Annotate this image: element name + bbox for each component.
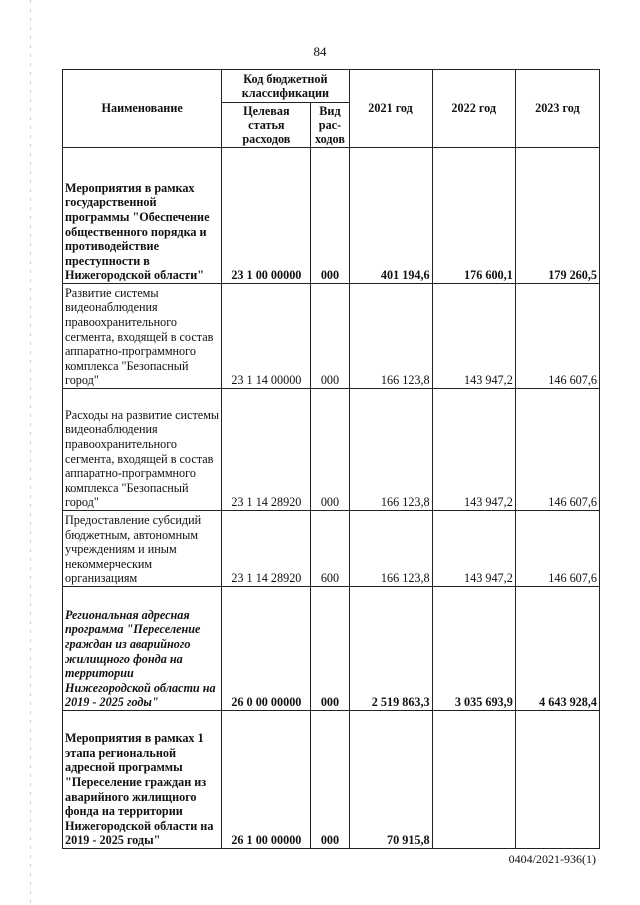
row-value-2021: 166 123,8 [349, 284, 432, 389]
row-value-2023: 146 607,6 [515, 284, 599, 389]
table-row [63, 511, 600, 587]
row-value-2023 [515, 711, 599, 849]
row-target-article: 26 1 00 00000 [222, 711, 311, 849]
row-value-2021: 166 123,8 [349, 511, 432, 587]
row-name: Развитие системы видеонаблюдения правоохранительного сегмента, входящей в состав аппаратно-программного комплекса "Безопасный город" [63, 284, 222, 389]
row-target-article: 23 1 14 28920 [222, 389, 311, 511]
row-expense-type: 000 [311, 284, 349, 389]
row-name: Предоставление субсидий бюджетным, автономным учреждениям и иным некоммерческим организациям [63, 511, 222, 587]
row-name: Мероприятия в рамках государственной программы "Обеспечение общественного порядка и противодействие преступности в Нижегородской области" [63, 148, 222, 284]
row-value-2023: 146 607,6 [515, 511, 599, 587]
row-name: Мероприятия в рамках 1 этапа региональной адресной программы "Переселение граждан из аварийного жилищного фонда на территории Нижегородской области на 2019 - 2025 годы" [63, 711, 222, 849]
row-value-2021: 401 194,6 [349, 148, 432, 284]
row-value-2023: 146 607,6 [515, 389, 599, 511]
row-target-article: 23 1 14 00000 [222, 284, 311, 389]
table-row [63, 711, 600, 849]
column-header-2021: 2021 год [349, 70, 432, 148]
budget-table [62, 69, 600, 849]
row-value-2022: 3 035 693,9 [432, 587, 515, 711]
column-header-expense-type: Вид рас-ходов [311, 103, 349, 148]
row-expense-type: 600 [311, 511, 349, 587]
row-expense-type: 000 [311, 389, 349, 511]
row-target-article: 26 0 00 00000 [222, 587, 311, 711]
document-code: 0404/2021-936(1) [508, 852, 596, 866]
row-value-2022: 143 947,2 [432, 284, 515, 389]
row-expense-type: 000 [311, 711, 349, 849]
column-header-code-group: Код бюджетной классификации [222, 70, 349, 103]
table-row [63, 587, 600, 711]
page-number: 84 [313, 44, 327, 59]
row-value-2022 [432, 711, 515, 849]
row-value-2021: 70 915,8 [349, 711, 432, 849]
scan-margin-line [30, 0, 31, 905]
row-value-2022: 143 947,2 [432, 389, 515, 511]
column-header-name: Наименование [63, 70, 222, 148]
column-header-2023: 2023 год [515, 70, 599, 148]
table-row [63, 284, 600, 389]
row-value-2021: 2 519 863,3 [349, 587, 432, 711]
row-target-article: 23 1 00 00000 [222, 148, 311, 284]
row-value-2021: 166 123,8 [349, 389, 432, 511]
column-header-2022: 2022 год [432, 70, 515, 148]
table-row [63, 148, 600, 284]
row-value-2023: 179 260,5 [515, 148, 599, 284]
row-value-2023: 4 643 928,4 [515, 587, 599, 711]
row-value-2022: 143 947,2 [432, 511, 515, 587]
row-name: Региональная адресная программа "Переселение граждан из аварийного жилищного фонда на территории Нижегородской области на 2019 - 2025 годы" [63, 587, 222, 711]
table-row [63, 389, 600, 511]
row-target-article: 23 1 14 28920 [222, 511, 311, 587]
row-expense-type: 000 [311, 587, 349, 711]
column-header-target-article: Целевая статья расходов [222, 103, 311, 148]
row-value-2022: 176 600,1 [432, 148, 515, 284]
row-name: Расходы на развитие системы видеонаблюдения правоохранительного сегмента, входящей в состав аппаратно-программного комплекса "Безопасный город" [63, 389, 222, 511]
row-expense-type: 000 [311, 148, 349, 284]
